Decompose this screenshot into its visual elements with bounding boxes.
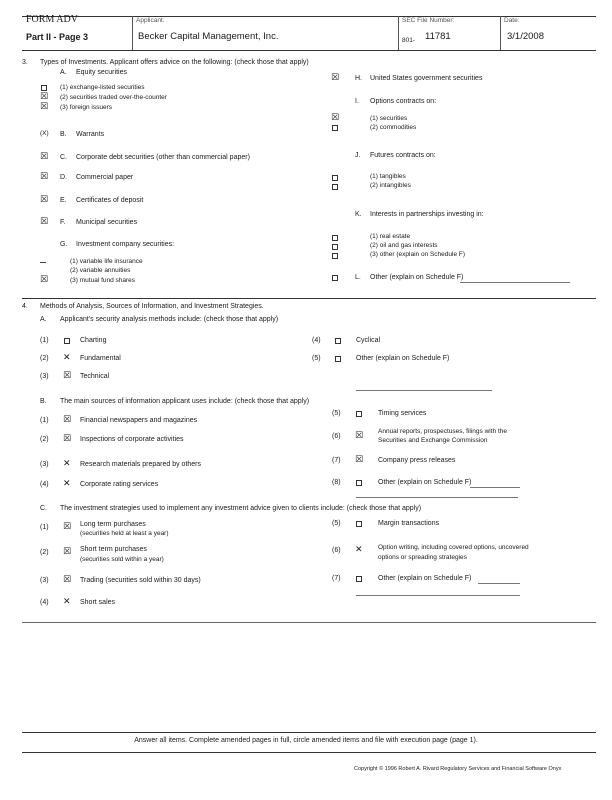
q4a3-label: Technical (80, 373, 110, 380)
q3i2-label: (2) commodities (370, 124, 417, 131)
q3k2-checkbox[interactable] (332, 244, 338, 250)
q4a1-checkbox[interactable] (64, 338, 70, 344)
sec-file-label: SEC File Number: (402, 17, 455, 24)
q4a3-num: (3) (40, 373, 49, 380)
q3k-letter: K. (355, 211, 362, 218)
q4a5-label: Other (explain on Schedule F) (356, 355, 450, 362)
q4b1-num: (1) (40, 417, 49, 424)
q4a1-label: Charting (80, 337, 107, 344)
q4a4-checkbox[interactable] (335, 338, 341, 344)
q3g1-label: (1) variable life insurance (70, 258, 143, 265)
q3a2-label: (2) securities traded over-the-counter (60, 94, 167, 101)
q4a2-label: Fundamental (80, 355, 121, 362)
q3j-label: Futures contracts on: (370, 152, 436, 159)
q4c4-num: (4) (40, 599, 49, 606)
q4b1-checkbox-checked[interactable]: ☒ (63, 415, 72, 425)
footer-note: Answer all items. Complete amended pages in full, circle amended items and file with execution page (page 1). (134, 737, 478, 744)
q3g1-checkbox[interactable] (40, 262, 46, 263)
q4b4-checkbox-checked[interactable]: ✕ (63, 479, 71, 489)
q4c2-label-line2: (securities sold within a year) (80, 556, 164, 563)
q4c7-num: (7) (332, 575, 341, 582)
q4c4-checkbox-checked[interactable]: ✕ (63, 597, 71, 607)
q4a2-checkbox-checked[interactable]: ✕ (63, 353, 71, 363)
q3c-checkbox-checked[interactable]: ☒ (40, 152, 49, 162)
q4a5-checkbox[interactable] (335, 356, 341, 362)
q3i2-checkbox[interactable] (332, 125, 338, 131)
q4b6-label-line2: Securities and Exchange Commission (378, 437, 488, 444)
applicant-label: Applicant: (136, 17, 165, 24)
q3l-checkbox[interactable] (332, 275, 338, 281)
q4b8-label: Other (explain on Schedule F) (378, 479, 472, 486)
q3e-label: Certificates of deposit (76, 197, 144, 204)
q4a4-label: Cyclical (356, 337, 381, 344)
q3b-checkbox[interactable]: (X) (40, 130, 49, 137)
q3i-label: Options contracts on: (370, 98, 437, 105)
q3g3-checkbox-checked[interactable]: ☒ (40, 275, 49, 285)
q4c5-num: (5) (332, 520, 341, 527)
q3e-letter: E. (60, 197, 67, 204)
q4b2-num: (2) (40, 436, 49, 443)
q3d-checkbox-checked[interactable]: ☒ (40, 172, 49, 182)
q3g3-label: (3) mutual fund shares (70, 277, 136, 284)
q4a1-num: (1) (40, 337, 49, 344)
q4c1-label-line2: (securities held at least a year) (80, 530, 169, 537)
q4c1-checkbox-checked[interactable]: ☒ (63, 522, 72, 532)
q3j-letter: J. (355, 152, 361, 159)
q4c3-num: (3) (40, 577, 49, 584)
q3f-letter: F. (60, 219, 66, 226)
q3b-letter: B. (60, 131, 67, 138)
q4c5-checkbox[interactable] (356, 521, 362, 527)
q4b-label: The main sources of information applicant uses include: (check those that apply) (60, 398, 310, 405)
form-title: FORM ADV (26, 14, 78, 25)
q3h-letter: H. (355, 75, 362, 82)
q4c2-label-line1: Short term purchases (80, 546, 147, 553)
q4c5-label: Margin transactions (378, 520, 440, 527)
q4c2-num: (2) (40, 549, 49, 556)
q4b8-checkbox[interactable] (356, 480, 362, 486)
q3k-label: Interests in partnerships investing in: (370, 211, 484, 218)
q4c1-num: (1) (40, 524, 49, 531)
q3k1-label: (1) real estate (370, 233, 411, 240)
sec-number: 11781 (425, 31, 451, 42)
q3j1-checkbox[interactable] (332, 175, 338, 181)
q4c4-label: Short sales (80, 599, 116, 606)
q3j2-label: (2) intangibles (370, 182, 411, 189)
q4c2-checkbox-checked[interactable]: ☒ (63, 547, 72, 557)
q3h-checkbox-checked[interactable]: ☒ (331, 73, 340, 83)
q4a5-num: (5) (312, 355, 321, 362)
q3k1-checkbox[interactable] (332, 235, 338, 241)
q4b8-num: (8) (332, 479, 341, 486)
q3i1-label: (1) securities (370, 115, 408, 122)
part-page: Part II - Page 3 (26, 32, 89, 42)
q4a3-checkbox-checked[interactable]: ☒ (63, 371, 72, 381)
q4b3-checkbox-checked[interactable]: ✕ (63, 459, 71, 469)
q3f-label: Municipal securities (76, 219, 138, 226)
q4b7-checkbox-checked[interactable]: ☒ (355, 455, 364, 465)
q3a-letter: A. (60, 69, 67, 76)
q4c6-label-line2: options or spreading strategies (378, 554, 467, 561)
q4b6-label-line1: Annual reports, prospectuses, filings with the (378, 428, 507, 435)
q3d-label: Commercial paper (76, 174, 134, 181)
q3a1-label: (1) exchange-listed securities (60, 84, 145, 91)
q3a1-checkbox[interactable] (41, 85, 47, 91)
q4-intro: Methods of Analysis, Sources of Information, and Investment Strategies. (40, 303, 264, 310)
footer-copyright: Copyright © 1996 Robert A. Rivard Regulatory Services and Financial Software Onyx (354, 766, 562, 772)
q3k3-checkbox[interactable] (332, 253, 338, 259)
q3a3-label: (3) foreign issuers (60, 104, 113, 111)
q4b4-num: (4) (40, 481, 49, 488)
sec-prefix: 801- (402, 37, 416, 44)
q4b5-num: (5) (332, 410, 341, 417)
q4c6-num: (6) (332, 547, 341, 554)
q3i1-checkbox-checked[interactable]: ☒ (331, 113, 340, 123)
q4b4-label: Corporate rating services (80, 481, 159, 488)
q4b6-num: (6) (332, 433, 341, 440)
q4c3-label: Trading (securities sold within 30 days) (80, 577, 201, 584)
q3a3-checkbox-checked[interactable]: ☒ (40, 102, 49, 112)
q4c1-label-line1: Long term purchases (80, 521, 146, 528)
q3a-label: Equity securities (76, 69, 127, 76)
q3f-checkbox-checked[interactable]: ☒ (40, 217, 49, 227)
q4b-letter: B. (40, 398, 47, 405)
q3e-checkbox-checked[interactable]: ☒ (40, 195, 49, 205)
q4b5-checkbox[interactable] (356, 411, 362, 417)
q3b-label: Warrants (76, 131, 105, 138)
q3c-letter: C. (60, 154, 67, 161)
q4a4-num: (4) (312, 337, 321, 344)
q3d-letter: D. (60, 174, 67, 181)
date-value: 3/1/2008 (507, 31, 544, 42)
q3g-label: Investment company securities: (76, 241, 175, 248)
q3g2-label: (2) variable annuities (70, 267, 131, 274)
q3i-letter: I. (355, 98, 359, 105)
q3-number: 3. (22, 59, 28, 66)
q4b6-checkbox-checked[interactable]: ☒ (355, 431, 364, 441)
q4a-letter: A. (40, 316, 47, 323)
q3j1-label: (1) tangibles (370, 173, 406, 180)
q3j2-checkbox[interactable] (332, 184, 338, 190)
q4b2-checkbox-checked[interactable]: ☒ (63, 434, 72, 444)
q3a2-checkbox-checked[interactable]: ☒ (40, 92, 49, 102)
q4a-label: Applicant's security analysis methods include: (check those that apply) (60, 316, 279, 323)
q3-intro: Types of Investments. Applicant offers advice on the following: (check those that apply) (40, 59, 309, 66)
q4c6-label-line1: Option writing, including covered options, uncovered (378, 544, 529, 551)
q3l-letter: L. (355, 274, 361, 281)
q4b2-label: Inspections of corporate activities (80, 436, 184, 443)
q3l-label: Other (explain on Schedule F) (370, 274, 464, 281)
q3h-label: United States government securities (370, 75, 483, 82)
q4c7-checkbox[interactable] (356, 576, 362, 582)
q3k3-label: (3) other (explain on Schedule F) (370, 251, 466, 258)
q3c-label: Corporate debt securities (other than commercial paper) (76, 154, 250, 161)
q4b3-label: Research materials prepared by others (80, 461, 202, 468)
q3g-letter: G. (60, 241, 68, 248)
q4b3-num: (3) (40, 461, 49, 468)
q4-number: 4. (22, 303, 28, 310)
q4a2-num: (2) (40, 355, 49, 362)
q4c-letter: C. (40, 505, 47, 512)
q4c7-label: Other (explain on Schedule F) (378, 575, 472, 582)
date-label: Date: (504, 17, 520, 24)
applicant-name: Becker Capital Management, Inc. (138, 31, 279, 42)
q4b7-label: Company press releases (378, 457, 456, 464)
q4b5-label: Timing services (378, 410, 427, 417)
q4b1-label: Financial newspapers and magazines (80, 417, 198, 424)
q4c-label: The investment strategies used to implement any investment advice given to clients include: (check those that apply) (60, 505, 422, 512)
q3k2-label: (2) oil and gas interests (370, 242, 438, 249)
q4c6-checkbox-checked[interactable]: ✕ (355, 545, 363, 555)
q4c3-checkbox-checked[interactable]: ☒ (63, 575, 72, 585)
q4b7-num: (7) (332, 457, 341, 464)
